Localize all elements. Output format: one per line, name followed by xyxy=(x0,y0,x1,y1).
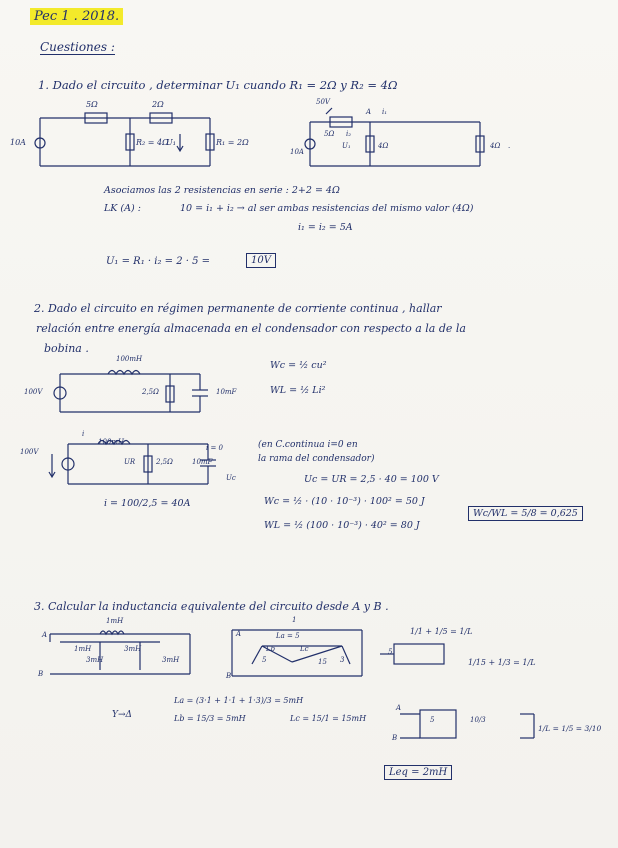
q3d-eq: 1/L = 1/5 = 3/10 xyxy=(538,724,602,733)
q3b-n5: 5 xyxy=(262,656,267,664)
q2a-c: 10mF xyxy=(216,388,237,396)
q3-statement: 3. Calcular la inductancia equivalente del circuito desde A y B . xyxy=(34,600,389,613)
q1-line4: U₁ = R₁ · i₂ = 2 · 5 = xyxy=(106,256,211,267)
q3-answer: Leq = 2mH xyxy=(384,765,452,780)
q1-line2b: 10 = i₁ + i₂ → al ser ambas resistencias del mismo valor (4Ω) xyxy=(180,203,474,214)
q1b-r4b: 4Ω xyxy=(490,142,501,150)
q2b-c: 10mF xyxy=(192,458,213,466)
q1-line3: i₁ = i₂ = 5A xyxy=(298,222,353,233)
q2a-r: 2,5Ω xyxy=(142,388,159,396)
q1-statement: 1. Dado el circuito , determinar U₁ cuando R₁ = 2Ω y R₂ = 4Ω xyxy=(38,78,398,92)
q2-wc-eq: Wc = ½ · (10 · 10⁻³) · 100² = 50 J xyxy=(264,496,425,507)
q2a-v: 100V xyxy=(24,388,43,396)
q3-la-eq: La = (3·1 + 1·1 + 1·3)/3 = 5mH xyxy=(174,696,304,705)
q1b-r5: 5Ω xyxy=(324,130,335,138)
q3a-l4: 3mH xyxy=(124,645,142,653)
q1b-dot: . xyxy=(508,142,511,150)
q3a-b: B xyxy=(38,670,44,678)
q1b-i2: i₂ xyxy=(346,130,352,138)
q1-line2a: LK (A) : xyxy=(104,203,141,214)
q1-circuit-b xyxy=(300,104,500,176)
section-title: Cuestiones : xyxy=(40,40,115,54)
q3a-l5: 3mH xyxy=(162,656,180,664)
q2b-v: 100V xyxy=(20,448,39,456)
q3b-la: La = 5 xyxy=(276,632,300,640)
q3b-a: A xyxy=(236,630,242,638)
q2-note-1: (en C.continua i=0 en xyxy=(258,440,358,450)
q2-ratio: Wc/WL = 5/8 = 0,625 xyxy=(468,506,583,521)
q1b-u1: U₁ xyxy=(342,142,351,150)
q3b-lb: Lb xyxy=(266,645,276,653)
q3-circuit-a xyxy=(40,620,200,680)
q3a-l2: 1mH xyxy=(74,645,92,653)
q3b-b: B xyxy=(226,672,232,680)
q3-par2: 1/15 + 1/3 = 1/L xyxy=(468,658,536,667)
q3c-l5: 5 xyxy=(388,648,393,656)
q3b-n3: 3 xyxy=(340,656,345,664)
q3-yd: Y→Δ xyxy=(112,710,132,720)
q2-wl: WL = ½ Li² xyxy=(270,385,326,396)
q2b-ur: UR xyxy=(124,458,136,466)
q1b-r4a: 4Ω xyxy=(378,142,389,150)
q2-statement-2: relación entre energía almacenada en el condensador con respecto a la de la xyxy=(36,322,466,335)
q1b-src: 10A xyxy=(290,148,304,156)
q1b-i1: i₁ xyxy=(382,108,388,116)
q1-result: 10V xyxy=(246,253,276,268)
q1b-v: 50V xyxy=(316,98,330,106)
q2a-l: 100mH xyxy=(116,355,143,363)
exam-title: Pec 1 . 2018. xyxy=(30,8,123,25)
q3b-n1: 1 xyxy=(292,616,297,624)
q2-statement-3: bobina . xyxy=(44,342,89,355)
q3d-l5: 5 xyxy=(430,716,435,724)
q1a-r-top2: 2Ω xyxy=(152,100,164,109)
q3a-l3: 3mH xyxy=(86,656,104,664)
q1a-source: 10A xyxy=(10,138,26,147)
q2-note-2: la rama del condensador) xyxy=(258,454,375,464)
q3-lb-eq: Lb = 15/3 = 5mH xyxy=(174,714,246,723)
q2b-i: i xyxy=(82,430,85,438)
q2-wl-eq: WL = ½ (100 · 10⁻³) · 40² = 80 J xyxy=(264,520,420,531)
q3d-a: A xyxy=(396,704,402,712)
q1a-r-top1: 5Ω xyxy=(86,100,98,109)
q1a-r2: R₂ = 4Ω xyxy=(136,138,169,147)
q2b-uc: Uc xyxy=(226,474,236,482)
q2b-r: 2,5Ω xyxy=(156,458,173,466)
q3a-l1: 1mH xyxy=(106,617,124,625)
q3b-n15: 15 xyxy=(318,658,327,666)
q3d-l103: 10/3 xyxy=(470,716,486,724)
q3a-a: A xyxy=(42,631,48,639)
q3-circuit-b xyxy=(222,618,372,680)
q2-uc-eq: Uc = UR = 2,5 · 40 = 100 V xyxy=(304,474,439,485)
q1a-r1: R₁ = 2Ω xyxy=(216,138,249,147)
q2b-ic: i = 0 xyxy=(206,444,224,452)
q1-line1: Asociamos las 2 resistencias en serie : 2+2 = 4Ω xyxy=(104,185,340,196)
q2-i-eq: i = 100/2,5 = 40A xyxy=(104,498,191,509)
q2-circuit-a xyxy=(50,362,220,418)
q2-statement-1: 2. Dado el circuito en régimen permanente de corriente continua , hallar xyxy=(34,302,442,315)
q3b-lc: Lc xyxy=(300,645,309,653)
q1a-u1: U₁ xyxy=(166,138,176,147)
q3-lc-eq: Lc = 15/1 = 15mH xyxy=(290,714,367,723)
q1b-node-a: A xyxy=(366,108,372,116)
q3d-b: B xyxy=(392,734,398,742)
q2b-l: 100mH xyxy=(98,438,125,446)
q3-par1: 1/1 + 1/5 = 1/L xyxy=(410,627,473,636)
q2-wc: Wc = ½ cu² xyxy=(270,360,327,371)
